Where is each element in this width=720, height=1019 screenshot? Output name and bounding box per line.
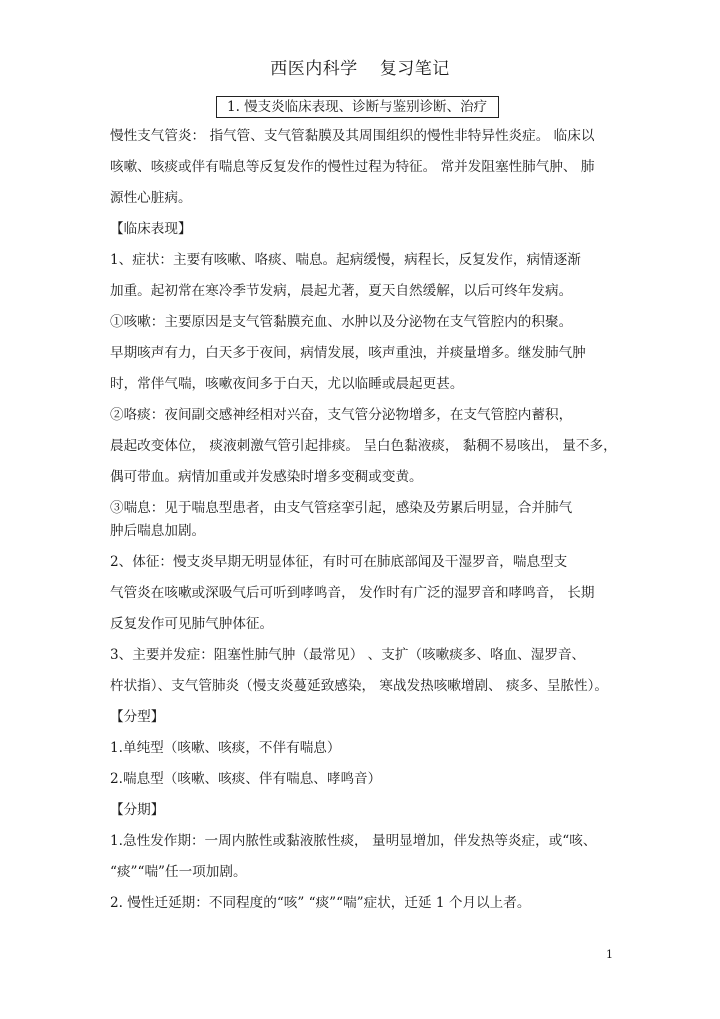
- text-line: 晨起改变体位， 痰液刺激气管引起排痰。 呈白色黏液痰， 黏稠不易咳出， 量不多，: [110, 438, 617, 454]
- text-line: 【临床表现】: [110, 221, 192, 237]
- text-line: 慢性支气管炎： 指气管、支气管黏膜及其周围组织的慢性非特异性炎症。 临床以: [110, 128, 595, 144]
- text-line: 偶可带血。病情加重或并发感染时增多变稠或变黄。: [110, 469, 423, 485]
- text-line: 2.喘息型（咳嗽、咳痰、伴有喘息、哮鸣音）: [110, 771, 382, 787]
- page-number: 1: [606, 948, 613, 961]
- text-line: ③喘息：见于喘息型患者，由支气管痉挛引起，感染及劳累后明显，合并肺气: [110, 500, 573, 516]
- text-line: 早期咳声有力，白天多于夜间，病情发展，咳声重浊，并痰量增多。继发肺气肿: [110, 345, 586, 361]
- text-line: 咳嗽、咳痰或伴有喘息等反复发作的慢性过程为特征。 常并发阻塞性肺气肿、 肺: [110, 159, 595, 175]
- text-line: 1、症状：主要有咳嗽、咯痰、喘息。起病缓慢，病程长，反复发作，病情逐渐: [110, 252, 581, 268]
- text-line: 肿后喘息加剧。: [110, 523, 206, 539]
- text-line: ①咳嗽：主要原因是支气管黏膜充血、水肿以及分泌物在支气管腔内的积聚。: [110, 314, 573, 330]
- text-line: 3、主要并发症：阻塞性肺气肿（最常见） 、支扩（咳嗽痰多、咯血、湿罗音、: [110, 647, 586, 663]
- text-line: 1.单纯型（咳嗽、咳痰，不伴有喘息）: [110, 740, 341, 756]
- text-line: 气管炎在咳嗽或深吸气后可听到哮鸣音， 发作时有广泛的湿罗音和哮鸣音， 长期: [110, 585, 595, 601]
- text-line: 2、体征：慢支炎早期无明显体征，有时可在肺底部闻及干湿罗音，喘息型支: [110, 554, 568, 570]
- text-line: “痰”“喘”任一项加剧。: [110, 864, 247, 880]
- text-line: 杵状指）、支气管肺炎（慢支炎蔓延致感染， 寒战发热咳嗽增剧、 痰多、呈脓性）。: [110, 678, 609, 694]
- text-line: 源性心脏病。: [110, 190, 192, 206]
- text-line: 【分期】: [110, 802, 165, 818]
- text-line: 【分型】: [110, 709, 165, 725]
- text-line: 1.急性发作期：一周内脓性或黏液脓性痰， 量明显增加，伴发热等炎症，或“咳、: [110, 833, 597, 849]
- text-line: ②咯痰：夜间副交感神经相对兴奋，支气管分泌物增多，在支气管腔内蓄积，: [110, 407, 573, 423]
- text-line: 时，常伴气喘，咳嗽夜间多于白天，尤以临睡或晨起更甚。: [110, 376, 464, 392]
- title-notes: 复习笔记: [379, 59, 450, 79]
- title-subject: 西医内科学: [270, 59, 358, 79]
- page-title: [0, 54, 720, 79]
- text-line: 反复发作可见肺气肿体征。: [110, 616, 274, 632]
- text-line: 加重。起初常在寒冷季节发病，晨起尤著，夏天自然缓解，以后可终年发病。: [110, 283, 573, 299]
- section-heading-box: 1. 慢支炎临床表现、诊断与鉴别诊断、治疗: [216, 96, 499, 118]
- text-line: 2. 慢性迁延期：不同程度的“咳” “痰”“喘”症状，迁延 1 个月以上者。: [110, 895, 531, 911]
